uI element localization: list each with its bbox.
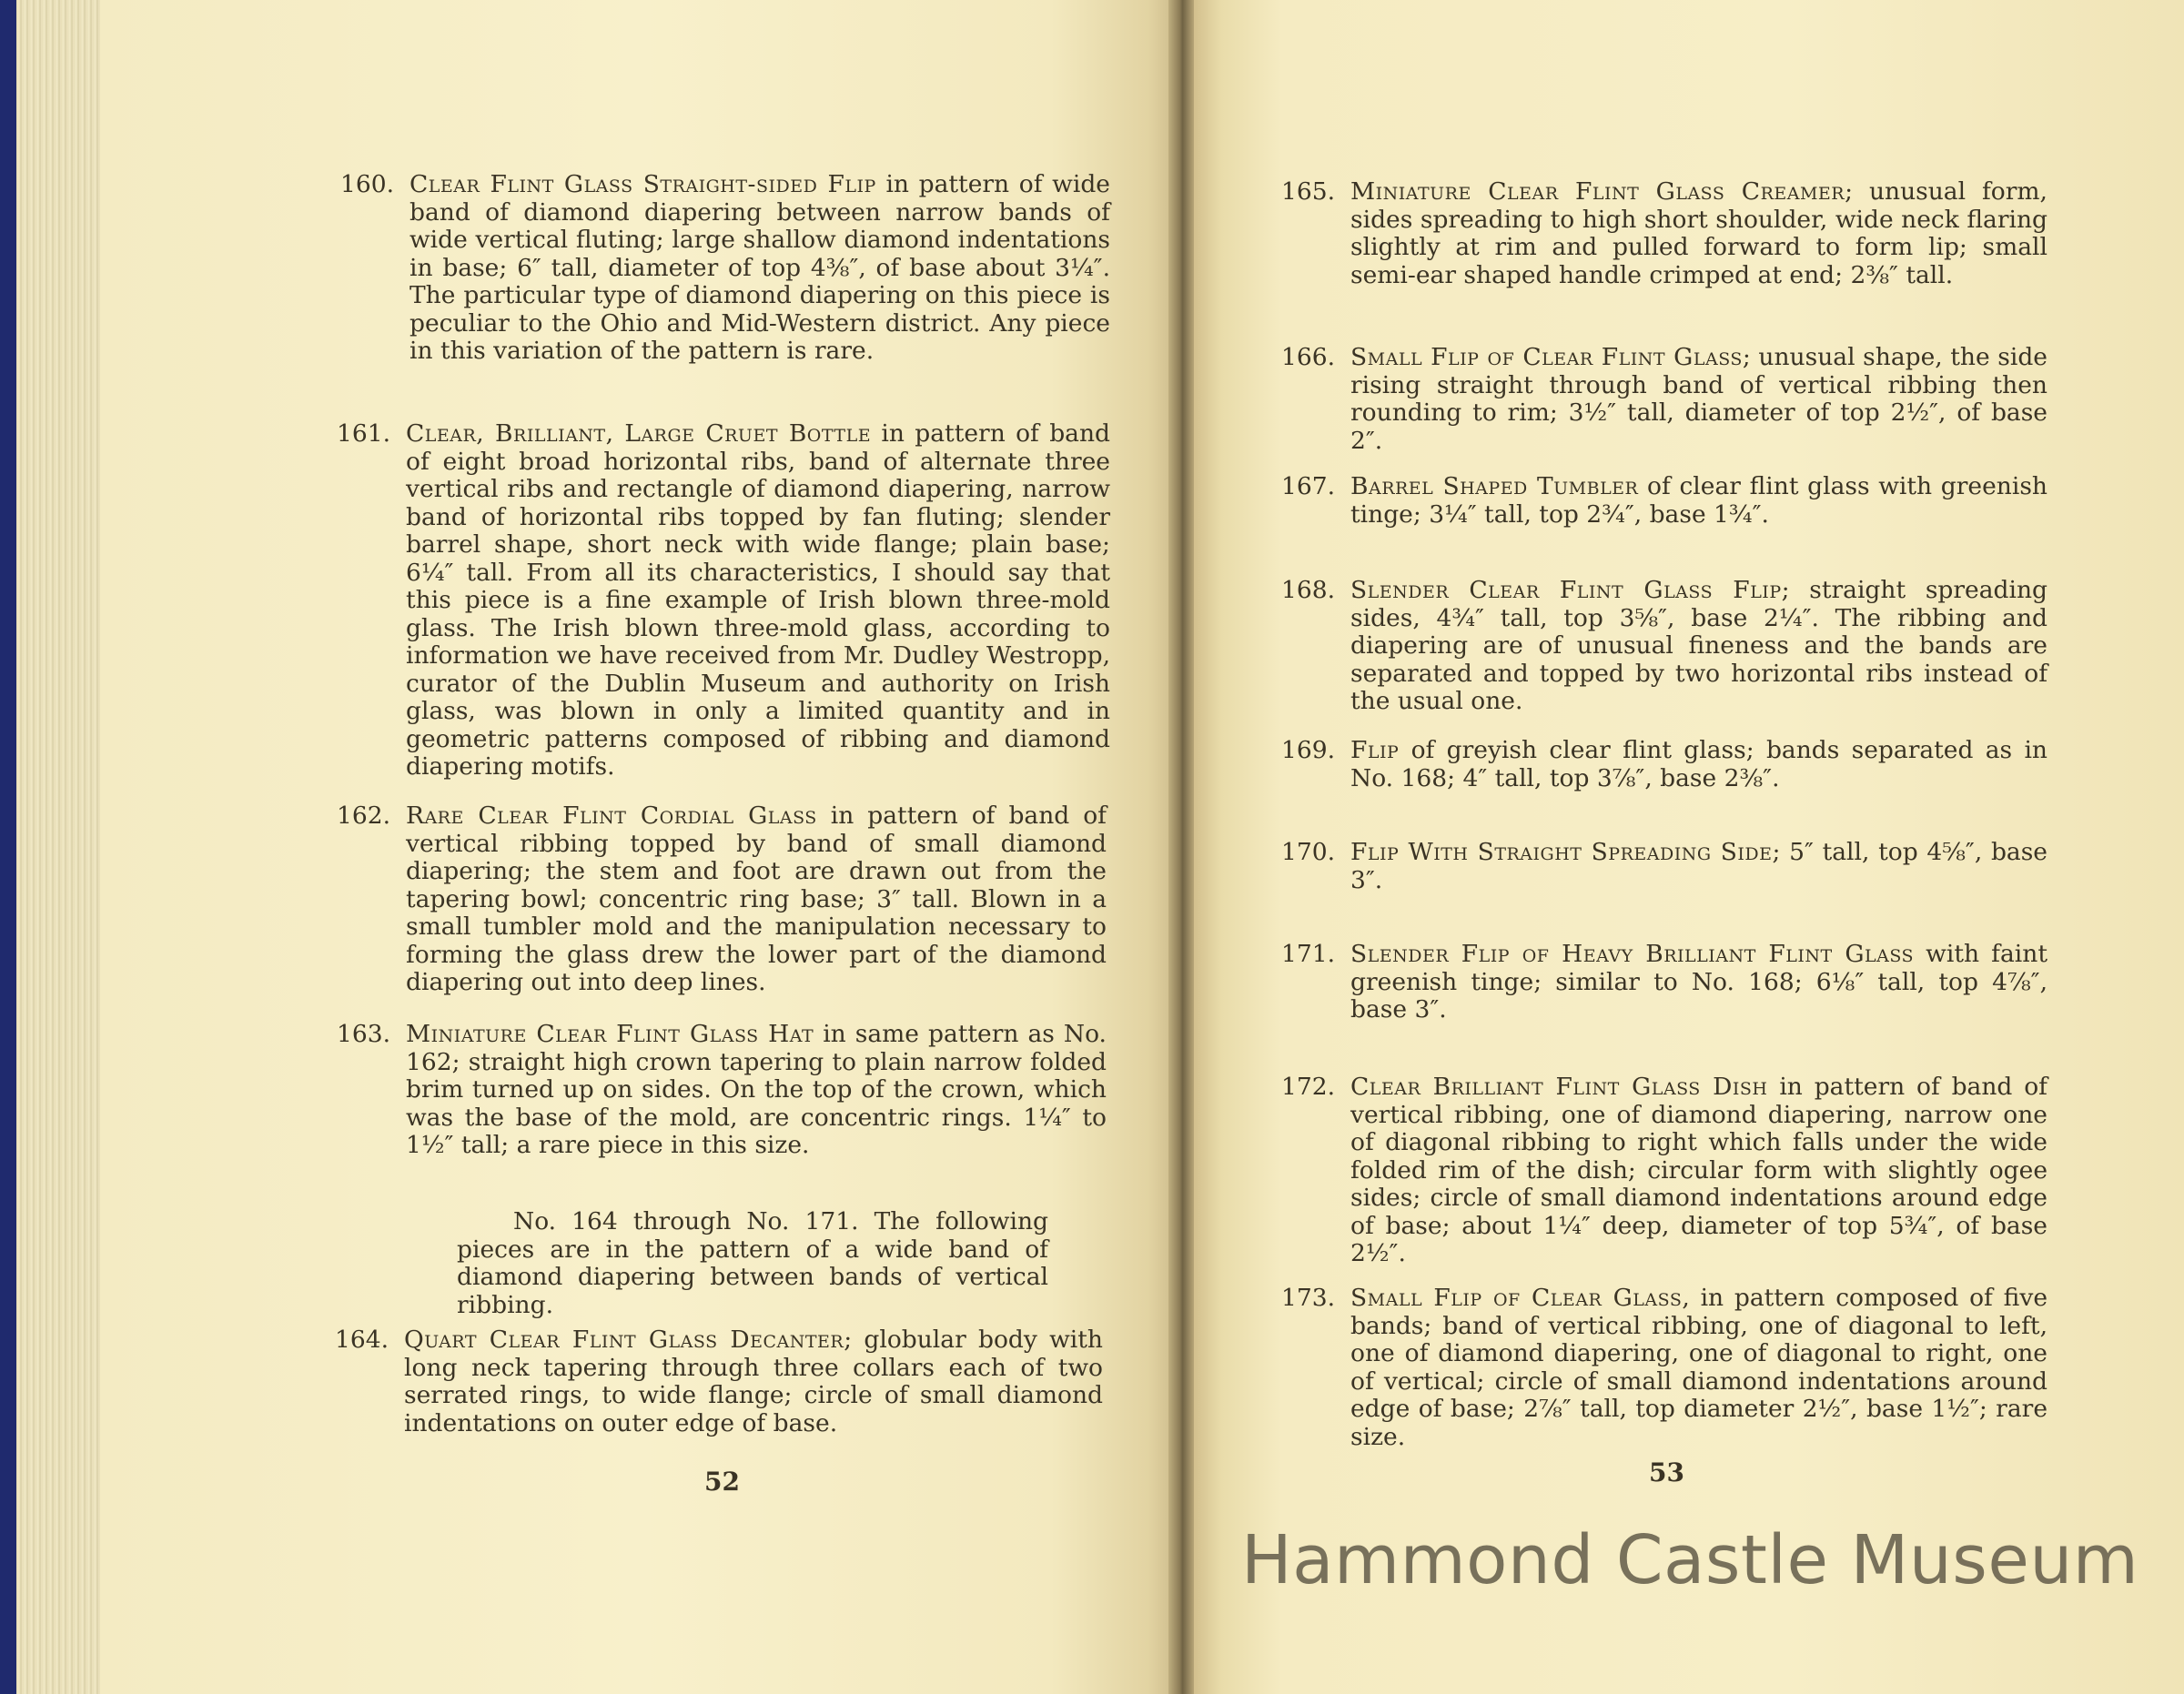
entry-title: Slender Clear Flint Glass Flip xyxy=(1350,576,1782,604)
entry-number: 164. xyxy=(335,1326,389,1354)
entry-number: 167. xyxy=(1281,472,1336,500)
entry-title: Small Flip of Clear Glass xyxy=(1350,1284,1683,1312)
entry-number: 173. xyxy=(1281,1284,1336,1312)
catalog-entry-161 xyxy=(337,420,1110,781)
entry-number: 165. xyxy=(1281,177,1336,206)
catalog-entry-163 xyxy=(337,1021,1107,1160)
entry-text: ; unusual form, sides spreading to high short shoulder, wide neck flaring slightly at rim and pulled forward to form lip; small semi-ear shaped handle crimped at end; 2⅜″ tall. xyxy=(1350,177,2048,289)
entry-text: in same pattern as No. 162; straight high crown tapering to plain narrow folded brim turned up on sides. On the top of the crown, which was the base of the mold, are concentric rings. 1¼″ to 1½″ tall; a rare piece in this size. xyxy=(406,1020,1107,1159)
page-number: 52 xyxy=(704,1467,740,1497)
entry-title: Flip xyxy=(1350,736,1400,764)
entry-number: 163. xyxy=(337,1020,391,1048)
entry-text: in pattern of band of vertical ribbing topped by band of small diamond diapering; the stem and foot are drawn out from the tapering bowl; concentric ring base; 3″ tall. Blown in a small tumbler mold and the manipulation necessary to forming the glass drew the lower part of the diamond diapering out into deep lines. xyxy=(406,802,1107,996)
entry-number: 161. xyxy=(337,419,391,448)
catalog-entry-162 xyxy=(337,802,1107,997)
entry-text: of greyish clear flint glass; bands separated as in No. 168; 4″ tall, top 3⅞″, base 2⅜″. xyxy=(1350,736,2048,792)
section-note: No. 164 through No. 171. The following pieces are in the pattern of a wide band of diamond diapering between bands of vertical ribbing. xyxy=(457,1207,1048,1319)
entry-text: ; unusual shape, the side rising straight through band of vertical ribbing then rounding to rim; 3½″ tall, diameter of top 2½″, of base 2″. xyxy=(1350,343,2048,455)
catalog-entry-166 xyxy=(1281,344,2048,455)
entry-text: , in pattern composed of five bands; band of vertical ribbing, one of diagonal to left, one of diamond diapering, one of diagonal to right, one of vertical; circle of small diamond indentations around edge of base; 2⅞″ tall, top diameter 2½″, base 1½″; rare size. xyxy=(1350,1284,2048,1451)
entry-number: 166. xyxy=(1281,343,1336,371)
entry-number: 160. xyxy=(340,170,395,198)
entry-title: Quart Clear Flint Glass Decanter xyxy=(404,1326,844,1354)
book-gutter xyxy=(1168,0,1194,1694)
entry-title: Clear Brilliant Flint Glass Dish xyxy=(1350,1073,1768,1101)
entry-title: Clear Flint Glass Straight-sided Flip xyxy=(410,170,876,198)
entry-number: 170. xyxy=(1281,838,1336,866)
entry-title: Clear, Brilliant, Large Cruet Bottle xyxy=(406,419,872,448)
catalog-entry-172 xyxy=(1281,1074,2048,1268)
entry-number: 172. xyxy=(1281,1073,1336,1101)
entry-number: 169. xyxy=(1281,736,1336,764)
entry-title: Flip With Straight Spreading Side xyxy=(1350,838,1773,866)
entry-title: Rare Clear Flint Cordial Glass xyxy=(406,802,817,830)
entry-text: of clear flint glass with greenish tinge; 3¼″ tall, top 2¾″, base 1¾″. xyxy=(1350,472,2048,529)
entry-title: Small Flip of Clear Flint Glass xyxy=(1350,343,1743,371)
catalog-entry-171 xyxy=(1281,941,2048,1024)
entry-number: 171. xyxy=(1281,940,1336,968)
page-edges xyxy=(16,0,107,1694)
catalog-entry-170 xyxy=(1281,839,2048,894)
entry-text: with faint greenish tinge; similar to No. 168; 6⅛″ tall, top 4⅞″, base 3″. xyxy=(1350,940,2048,1023)
entry-title: Miniature Clear Flint Glass Creamer xyxy=(1350,177,1845,206)
entry-number: 168. xyxy=(1281,576,1336,604)
catalog-entry-164 xyxy=(335,1326,1103,1437)
entry-text: ; straight spreading sides, 4¾″ tall, top 3⅝″, base 2¼″. The ribbing and diapering are of unusual fineness and the bands are separated and topped by two horizontal ribs instead of the usual one. xyxy=(1350,576,2048,715)
catalog-entry-165 xyxy=(1281,178,2048,289)
entry-text: in pattern of band of eight broad horizontal ribs, band of alternate three vertical ribs and rectangle of diamond diapering, narrow band of horizontal ribs topped by fan fluting; slender barrel shape, short neck with wide flange; plain base; 6¼″ tall. From all its characteristics, I should say that this piece is a fine example of Irish blown three-mold glass. The Irish blown three-mold glass, according to information we have received from Mr. Dudley Westropp, curator of the Dublin Museum and authority on Irish glass, was blown in only a limited quantity and in geometric patterns composed of ribbing and diamond diapering motifs. xyxy=(406,419,1110,781)
entry-text: in pattern of wide band of diamond diapering between narrow bands of wide vertical fluting; large shallow diamond indentations in base; 6″ tall, diameter of top 4⅜″, of base about 3¼″. The particular type of diamond diapering on this piece is peculiar to the Ohio and Mid-Western district. Any piece in this variation of the pattern is rare. xyxy=(410,170,1110,365)
entry-title: Barrel Shaped Tumbler xyxy=(1350,472,1639,500)
entry-text: in pattern of band of vertical ribbing, one of diamond diapering, narrow one of diagonal ribbing to right which falls under the wide folded rim of the dish; circular form with slightly ogee sides; circle of small diamond indentations around edge of base; about 1¼″ deep, diameter of top 5¾″, of base 2½″. xyxy=(1350,1073,2048,1267)
entry-number: 162. xyxy=(337,802,391,830)
catalog-entry-169 xyxy=(1281,737,2048,792)
catalog-entry-168 xyxy=(1281,577,2048,716)
entry-text: ; globular body with long neck tapering through three collars each of two serrated rings, to wide flange; circle of small diamond indentations on outer edge of base. xyxy=(404,1326,1103,1437)
catalog-entry-160 xyxy=(340,171,1110,366)
entry-title: Slender Flip of Heavy Brilliant Flint Glass xyxy=(1350,940,1915,968)
entry-title: Miniature Clear Flint Glass Hat xyxy=(406,1020,814,1048)
catalog-entry-173 xyxy=(1281,1285,2048,1451)
watermark-text: Hammond Castle Museum xyxy=(1241,1521,2139,1599)
page-number: 53 xyxy=(1649,1457,1684,1487)
catalog-entry-167 xyxy=(1281,473,2048,529)
entry-text: ; 5″ tall, top 4⅝″, base 3″. xyxy=(1350,838,2048,894)
